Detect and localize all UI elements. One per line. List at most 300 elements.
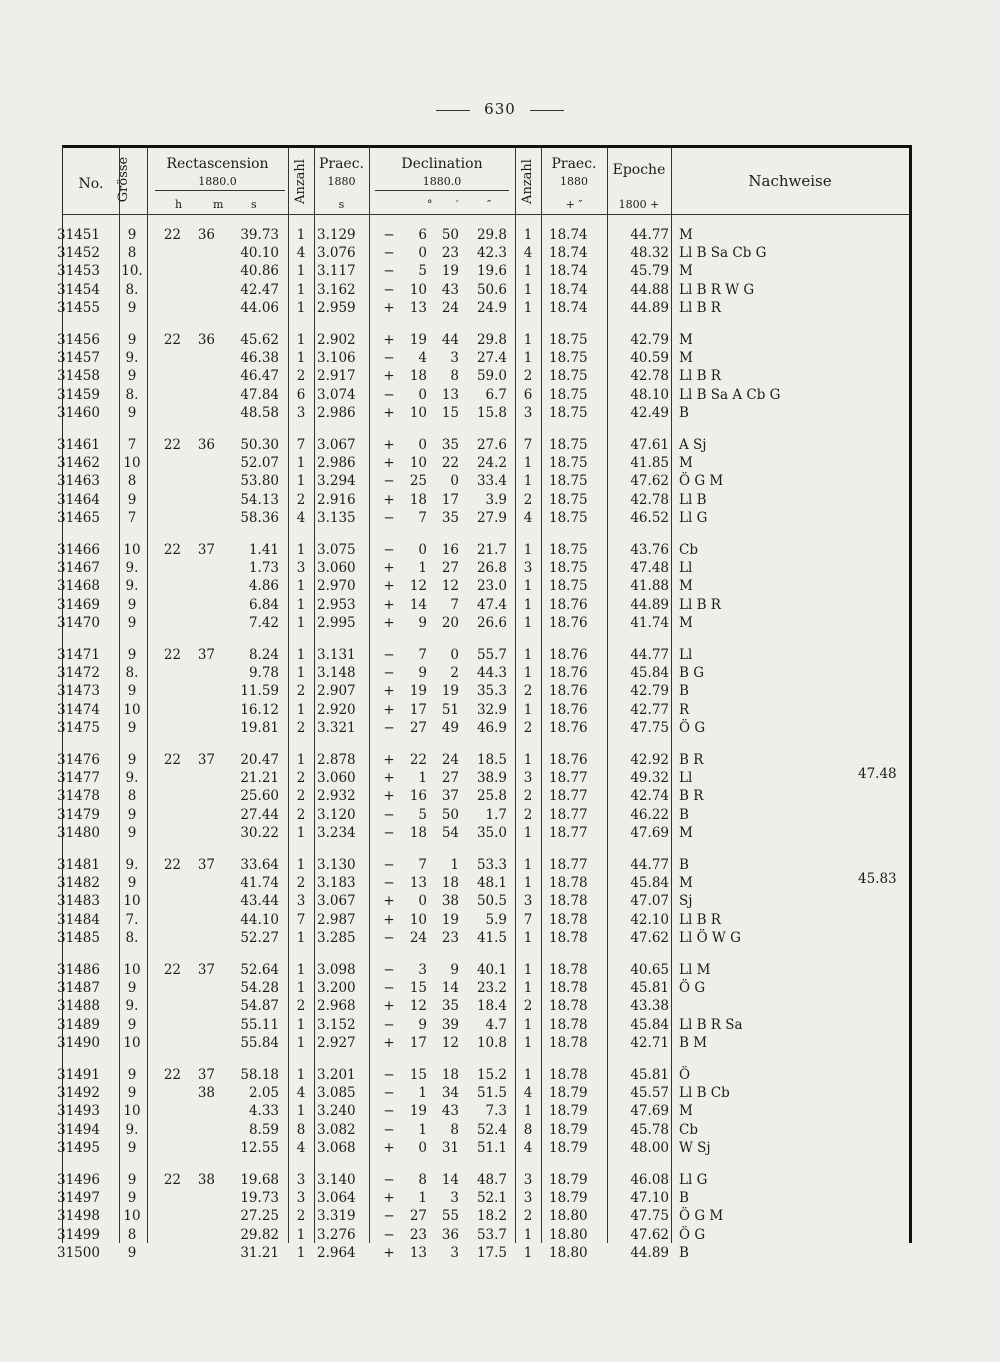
table-row xyxy=(57,682,909,700)
cell-anzahl-2: 3 xyxy=(523,404,533,421)
header-ra-m: m xyxy=(213,198,224,211)
cell-epoche: 40.59 xyxy=(630,350,669,367)
header-epoche: Epoche xyxy=(612,162,666,178)
cell-groesse: 9 xyxy=(127,980,137,997)
cell-praec-2: 18.76 xyxy=(549,647,588,663)
cell-anzahl-1: 8 xyxy=(296,1121,306,1138)
cell-decl-sec: 3.9 xyxy=(485,491,507,508)
cell-anzahl-2: 3 xyxy=(523,560,533,577)
cell-anzahl-2: 3 xyxy=(523,1190,533,1207)
cell-no: 31458 xyxy=(57,368,100,385)
table-row xyxy=(57,1084,909,1102)
header-ra-epoch: 1880.0 xyxy=(198,175,237,188)
cell-groesse: 9 xyxy=(127,1172,137,1188)
header-epoche-base: 1800 + xyxy=(618,198,660,211)
cell-no: 31479 xyxy=(57,806,100,823)
cell-decl-min: 8 xyxy=(450,1121,459,1138)
cell-decl-deg: 17 xyxy=(409,701,427,718)
cell-praec-2: 18.78 xyxy=(549,962,588,978)
cell-groesse: 9 xyxy=(127,752,137,768)
cell-epoche: 42.78 xyxy=(630,368,669,385)
cell-decl-min: 24 xyxy=(441,752,459,768)
cell-praec-1: 2.917 xyxy=(317,368,356,385)
cell-decl-sign: − xyxy=(383,227,395,243)
cell-decl-sign: + xyxy=(383,332,395,348)
cell-decl-sign: − xyxy=(383,281,395,298)
cell-anzahl-2: 1 xyxy=(523,701,533,718)
cell-no: 31477 xyxy=(57,770,100,787)
cell-decl-sec: 52.4 xyxy=(476,1121,507,1138)
cell-anzahl-1: 1 xyxy=(296,473,306,490)
margin-note: 47.48 xyxy=(858,766,897,783)
table-row xyxy=(57,646,909,664)
cell-decl-deg: 16 xyxy=(409,788,427,805)
cell-anzahl-1: 3 xyxy=(296,893,306,910)
cell-anzahl-1: 4 xyxy=(296,1139,306,1156)
table-row xyxy=(57,1207,909,1225)
cell-praec-2: 18.75 xyxy=(549,491,588,508)
cell-anzahl-2: 2 xyxy=(523,368,533,385)
cell-no: 31495 xyxy=(57,1139,100,1156)
cell-ra-s: 21.21 xyxy=(240,770,279,787)
cell-anzahl-1: 2 xyxy=(296,806,306,823)
cell-decl-min: 3 xyxy=(450,350,459,367)
cell-nachweise: M xyxy=(679,455,693,472)
cell-decl-deg: 0 xyxy=(418,1139,427,1156)
cell-nachweise: Ö G xyxy=(679,980,706,997)
cell-praec-2: 18.75 xyxy=(549,332,588,348)
cell-ra-s: 1.41 xyxy=(248,542,279,558)
cell-anzahl-1: 1 xyxy=(296,596,306,613)
cell-epoche: 47.48 xyxy=(630,560,669,577)
cell-decl-min: 50 xyxy=(441,227,459,243)
cell-anzahl-2: 1 xyxy=(523,473,533,490)
cell-decl-min: 23 xyxy=(441,245,459,262)
cell-praec-2: 18.78 xyxy=(549,1067,588,1083)
cell-anzahl-2: 1 xyxy=(523,542,533,558)
cell-ra-s: 41.74 xyxy=(240,875,279,892)
cell-no: 31456 xyxy=(57,332,100,348)
cell-ra-s: 55.84 xyxy=(240,1034,279,1051)
cell-ra-s: 2.05 xyxy=(248,1085,279,1102)
cell-anzahl-1: 2 xyxy=(296,875,306,892)
cell-anzahl-1: 1 xyxy=(296,332,306,348)
cell-decl-deg: 1 xyxy=(418,1121,427,1138)
cell-decl-min: 54 xyxy=(441,824,459,841)
cell-decl-sign: − xyxy=(383,1172,395,1188)
cell-no: 31499 xyxy=(57,1226,100,1243)
cell-ra-s: 44.06 xyxy=(240,299,279,316)
cell-decl-sec: 26.6 xyxy=(476,614,507,631)
table-row xyxy=(57,979,909,997)
cell-ra-m: 36 xyxy=(197,332,215,348)
cell-ra-m: 37 xyxy=(197,857,215,873)
cell-decl-sec: 24.2 xyxy=(476,455,507,472)
cell-anzahl-1: 1 xyxy=(296,1067,306,1083)
cell-nachweise: A Sj xyxy=(679,437,707,453)
table-row xyxy=(57,1034,909,1052)
cell-nachweise: Ll B xyxy=(679,491,707,508)
cell-praec-1: 2.878 xyxy=(317,752,356,768)
cell-praec-1: 2.964 xyxy=(317,1244,356,1261)
cell-decl-deg: 27 xyxy=(409,719,427,736)
table-row xyxy=(57,997,909,1015)
cell-decl-sign: + xyxy=(383,491,395,508)
cell-anzahl-1: 3 xyxy=(296,404,306,421)
table-row xyxy=(57,856,909,874)
cell-decl-sec: 48.7 xyxy=(476,1172,507,1188)
cell-decl-min: 12 xyxy=(441,578,459,595)
cell-praec-1: 2.953 xyxy=(317,596,356,613)
cell-praec-1: 2.959 xyxy=(317,299,356,316)
cell-decl-min: 16 xyxy=(441,542,459,558)
header-praec-2: Praec. xyxy=(551,156,597,172)
cell-decl-sign: + xyxy=(383,437,395,453)
cell-epoche: 47.62 xyxy=(630,929,669,946)
cell-no: 31481 xyxy=(57,857,100,873)
cell-praec-1: 2.986 xyxy=(317,404,356,421)
cell-decl-min: 36 xyxy=(441,1226,459,1243)
cell-anzahl-2: 1 xyxy=(523,875,533,892)
cell-anzahl-2: 2 xyxy=(523,491,533,508)
cell-anzahl-2: 1 xyxy=(523,1103,533,1120)
cell-praec-1: 3.074 xyxy=(317,386,356,403)
cell-anzahl-2: 4 xyxy=(523,1139,533,1156)
cell-epoche: 47.62 xyxy=(630,473,669,490)
cell-nachweise: Ll B R xyxy=(679,368,721,385)
cell-anzahl-1: 1 xyxy=(296,1226,306,1243)
cell-anzahl-2: 1 xyxy=(523,980,533,997)
cell-decl-deg: 7 xyxy=(418,857,427,873)
cell-decl-min: 23 xyxy=(441,929,459,946)
cell-praec-2: 18.75 xyxy=(549,473,588,490)
table-row xyxy=(57,454,909,472)
cell-nachweise: B R xyxy=(679,752,704,768)
cell-ra-s: 52.27 xyxy=(240,929,279,946)
cell-anzahl-1: 4 xyxy=(296,509,306,526)
cell-decl-sign: + xyxy=(383,770,395,787)
cell-no: 31459 xyxy=(57,386,100,403)
cell-ra-s: 8.59 xyxy=(248,1121,279,1138)
cell-epoche: 45.81 xyxy=(630,980,669,997)
cell-anzahl-2: 2 xyxy=(523,998,533,1015)
cell-ra-m: 37 xyxy=(197,962,215,978)
cell-decl-min: 18 xyxy=(441,875,459,892)
cell-decl-deg: 1 xyxy=(418,1190,427,1207)
header-decl-deg: ° xyxy=(427,198,433,211)
cell-anzahl-1: 1 xyxy=(296,752,306,768)
cell-decl-min: 0 xyxy=(450,473,459,490)
cell-no: 31454 xyxy=(57,281,100,298)
cell-praec-2: 18.75 xyxy=(549,455,588,472)
cell-epoche: 42.92 xyxy=(630,752,669,768)
cell-decl-deg: 9 xyxy=(418,665,427,682)
cell-decl-sec: 4.7 xyxy=(485,1016,507,1033)
header-decl-min: ′ xyxy=(456,198,459,211)
table-row xyxy=(57,331,909,349)
table-row xyxy=(57,226,909,244)
header-anzahl-2: Anzahl xyxy=(519,159,535,204)
cell-decl-min: 8 xyxy=(450,368,459,385)
cell-ra-h: 22 xyxy=(163,857,181,873)
cell-decl-deg: 0 xyxy=(418,245,427,262)
cell-decl-sign: − xyxy=(383,665,395,682)
cell-decl-min: 19 xyxy=(441,911,459,928)
cell-decl-sec: 18.4 xyxy=(476,998,507,1015)
cell-praec-1: 2.970 xyxy=(317,578,356,595)
cell-no: 31452 xyxy=(57,245,100,262)
cell-decl-sec: 51.1 xyxy=(476,1139,507,1156)
cell-ra-s: 12.55 xyxy=(240,1139,279,1156)
cell-anzahl-2: 1 xyxy=(523,1067,533,1083)
cell-anzahl-2: 1 xyxy=(523,350,533,367)
cell-groesse: 9. xyxy=(125,560,139,577)
cell-praec-1: 3.200 xyxy=(317,980,356,997)
cell-decl-deg: 18 xyxy=(409,368,427,385)
cell-decl-min: 44 xyxy=(441,332,459,348)
cell-decl-deg: 6 xyxy=(418,227,427,243)
cell-no: 31465 xyxy=(57,509,100,526)
cell-praec-2: 18.76 xyxy=(549,719,588,736)
table-row xyxy=(57,349,909,367)
cell-praec-1: 3.067 xyxy=(317,437,356,453)
table-row xyxy=(57,787,909,805)
cell-anzahl-1: 1 xyxy=(296,647,306,663)
cell-praec-2: 18.75 xyxy=(549,560,588,577)
cell-no: 31491 xyxy=(57,1067,100,1083)
cell-praec-2: 18.75 xyxy=(549,509,588,526)
cell-groesse: 9. xyxy=(125,857,139,873)
cell-praec-2: 18.80 xyxy=(549,1244,588,1261)
cell-decl-sec: 35.3 xyxy=(476,683,507,700)
cell-decl-min: 15 xyxy=(441,404,459,421)
cell-no: 31483 xyxy=(57,893,100,910)
cell-epoche: 42.79 xyxy=(630,332,669,348)
cell-ra-s: 9.78 xyxy=(248,665,279,682)
cell-no: 31464 xyxy=(57,491,100,508)
cell-decl-deg: 10 xyxy=(409,455,427,472)
cell-decl-sec: 53.3 xyxy=(476,857,507,873)
table-row xyxy=(57,1189,909,1207)
cell-groesse: 9 xyxy=(127,614,137,631)
cell-decl-min: 17 xyxy=(441,491,459,508)
table-row xyxy=(57,961,909,979)
cell-decl-sec: 52.1 xyxy=(476,1190,507,1207)
cell-ra-s: 30.22 xyxy=(240,824,279,841)
cell-anzahl-1: 1 xyxy=(296,614,306,631)
cell-praec-1: 2.916 xyxy=(317,491,356,508)
cell-groesse: 9. xyxy=(125,998,139,1015)
cell-anzahl-1: 2 xyxy=(296,368,306,385)
cell-praec-2: 18.79 xyxy=(549,1121,588,1138)
cell-nachweise: M xyxy=(679,263,693,280)
table-row xyxy=(57,281,909,299)
cell-decl-sec: 18.2 xyxy=(476,1208,507,1225)
table-row xyxy=(57,1121,909,1139)
cell-epoche: 47.61 xyxy=(630,437,669,453)
cell-decl-sign: − xyxy=(383,875,395,892)
cell-praec-2: 18.79 xyxy=(549,1085,588,1102)
cell-epoche: 42.71 xyxy=(630,1034,669,1051)
cell-nachweise: B G xyxy=(679,665,704,682)
cell-epoche: 42.74 xyxy=(630,788,669,805)
cell-groesse: 8. xyxy=(125,665,139,682)
cell-praec-2: 18.74 xyxy=(549,299,588,316)
cell-decl-deg: 5 xyxy=(418,806,427,823)
cell-praec-2: 18.78 xyxy=(549,893,588,910)
cell-ra-s: 4.86 xyxy=(248,578,279,595)
cell-decl-sign: + xyxy=(383,893,395,910)
cell-decl-sec: 35.0 xyxy=(476,824,507,841)
page-number-text: 630 xyxy=(484,100,516,118)
cell-decl-deg: 18 xyxy=(409,824,427,841)
table-row xyxy=(57,472,909,490)
cell-decl-sec: 46.9 xyxy=(476,719,507,736)
cell-ra-s: 58.36 xyxy=(240,509,279,526)
cell-praec-1: 3.135 xyxy=(317,509,356,526)
cell-ra-h: 22 xyxy=(163,1067,181,1083)
table-row xyxy=(57,244,909,262)
cell-praec-1: 3.162 xyxy=(317,281,356,298)
cell-nachweise: Cb xyxy=(679,542,698,558)
cell-anzahl-2: 4 xyxy=(523,509,533,526)
cell-praec-2: 18.74 xyxy=(549,263,588,280)
cell-no: 31490 xyxy=(57,1034,100,1051)
cell-anzahl-1: 2 xyxy=(296,491,306,508)
cell-no: 31484 xyxy=(57,911,100,928)
cell-decl-sec: 25.8 xyxy=(476,788,507,805)
cell-decl-min: 18 xyxy=(441,1067,459,1083)
cell-anzahl-2: 2 xyxy=(523,719,533,736)
cell-praec-1: 3.120 xyxy=(317,806,356,823)
table-row xyxy=(57,596,909,614)
cell-praec-1: 3.321 xyxy=(317,719,356,736)
cell-nachweise: Ll B R xyxy=(679,299,721,316)
cell-ra-s: 52.07 xyxy=(240,455,279,472)
cell-anzahl-2: 2 xyxy=(523,806,533,823)
cell-anzahl-1: 3 xyxy=(296,560,306,577)
cell-ra-s: 29.82 xyxy=(240,1226,279,1243)
cell-decl-deg: 10 xyxy=(409,404,427,421)
header-rule xyxy=(155,190,285,191)
table-row xyxy=(57,541,909,559)
cell-epoche: 40.65 xyxy=(630,962,669,978)
header-no: No. xyxy=(78,176,104,192)
cell-groesse: 9 xyxy=(127,1139,137,1156)
cell-anzahl-2: 4 xyxy=(523,245,533,262)
cell-praec-1: 3.201 xyxy=(317,1067,356,1083)
cell-anzahl-2: 2 xyxy=(523,683,533,700)
cell-anzahl-2: 1 xyxy=(523,578,533,595)
cell-praec-1: 3.234 xyxy=(317,824,356,841)
cell-decl-sign: − xyxy=(383,1103,395,1120)
cell-ra-s: 46.47 xyxy=(240,368,279,385)
cell-praec-2: 18.79 xyxy=(549,1190,588,1207)
cell-decl-deg: 19 xyxy=(409,683,427,700)
cell-decl-deg: 5 xyxy=(418,263,427,280)
cell-anzahl-1: 1 xyxy=(296,455,306,472)
cell-decl-min: 37 xyxy=(441,788,459,805)
cell-decl-deg: 1 xyxy=(418,770,427,787)
cell-ra-s: 40.10 xyxy=(240,245,279,262)
table-row xyxy=(57,1139,909,1157)
cell-no: 31498 xyxy=(57,1208,100,1225)
cell-epoche: 48.32 xyxy=(630,245,669,262)
cell-nachweise: Ö G M xyxy=(679,473,724,490)
cell-decl-deg: 4 xyxy=(418,350,427,367)
cell-praec-1: 3.183 xyxy=(317,875,356,892)
cell-ra-s: 54.87 xyxy=(240,998,279,1015)
cell-decl-sign: + xyxy=(383,614,395,631)
cell-decl-deg: 19 xyxy=(409,332,427,348)
cell-decl-min: 38 xyxy=(441,893,459,910)
cell-decl-sign: + xyxy=(383,701,395,718)
cell-groesse: 8 xyxy=(127,245,137,262)
cell-ra-s: 54.28 xyxy=(240,980,279,997)
cell-decl-sign: − xyxy=(383,473,395,490)
cell-anzahl-2: 1 xyxy=(523,299,533,316)
cell-decl-min: 27 xyxy=(441,560,459,577)
cell-ra-h: 22 xyxy=(163,752,181,768)
cell-anzahl-2: 1 xyxy=(523,929,533,946)
cell-nachweise: Sj xyxy=(679,893,693,910)
cell-praec-2: 18.78 xyxy=(549,1034,588,1051)
table-row xyxy=(57,1226,909,1244)
cell-decl-sec: 53.7 xyxy=(476,1226,507,1243)
cell-praec-2: 18.75 xyxy=(549,542,588,558)
cell-no: 31475 xyxy=(57,719,100,736)
cell-decl-sign: + xyxy=(383,1034,395,1051)
cell-ra-m: 37 xyxy=(197,647,215,663)
cell-decl-min: 7 xyxy=(450,596,459,613)
cell-groesse: 9 xyxy=(127,647,137,663)
cell-ra-h: 22 xyxy=(163,962,181,978)
cell-praec-2: 18.77 xyxy=(549,788,588,805)
cell-anzahl-2: 1 xyxy=(523,332,533,348)
cell-ra-s: 46.38 xyxy=(240,350,279,367)
cell-decl-sign: + xyxy=(383,596,395,613)
cell-decl-sec: 6.7 xyxy=(485,386,507,403)
header-praec-1-unit: s xyxy=(338,198,345,211)
cell-praec-1: 2.902 xyxy=(317,332,356,348)
cell-anzahl-1: 2 xyxy=(296,788,306,805)
cell-epoche: 45.81 xyxy=(630,1067,669,1083)
cell-decl-sign: − xyxy=(383,1067,395,1083)
cell-anzahl-2: 7 xyxy=(523,911,533,928)
cell-decl-min: 50 xyxy=(441,806,459,823)
cell-groesse: 9 xyxy=(127,404,137,421)
table-row xyxy=(57,719,909,737)
cell-decl-sign: − xyxy=(383,245,395,262)
cell-nachweise: Ll G xyxy=(679,1172,708,1188)
cell-nachweise: Cb xyxy=(679,1121,698,1138)
cell-anzahl-2: 1 xyxy=(523,647,533,663)
cell-no: 31455 xyxy=(57,299,100,316)
cell-praec-2: 18.75 xyxy=(549,386,588,403)
cell-groesse: 9 xyxy=(127,332,137,348)
cell-decl-deg: 1 xyxy=(418,1085,427,1102)
cell-ra-s: 19.68 xyxy=(240,1172,279,1188)
cell-ra-s: 52.64 xyxy=(240,962,279,978)
cell-ra-s: 8.24 xyxy=(248,647,279,663)
cell-decl-deg: 13 xyxy=(409,1244,427,1261)
cell-praec-1: 2.907 xyxy=(317,683,356,700)
cell-decl-sign: − xyxy=(383,386,395,403)
table-row xyxy=(57,559,909,577)
cell-ra-m: 38 xyxy=(197,1085,215,1102)
cell-praec-2: 18.75 xyxy=(549,368,588,385)
cell-decl-min: 9 xyxy=(450,962,459,978)
